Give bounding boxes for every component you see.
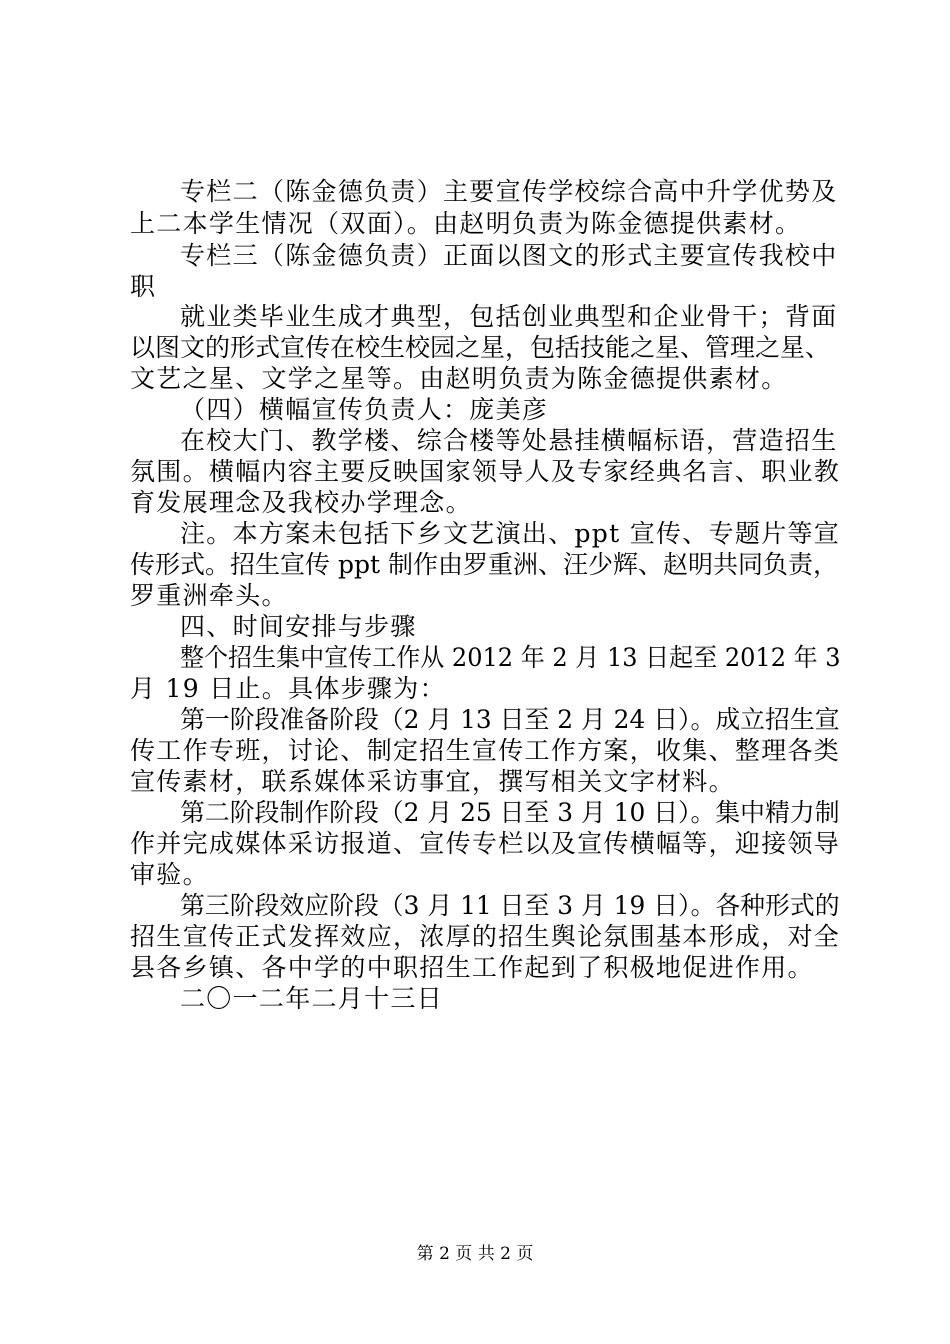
text-line: 职 [130, 272, 157, 301]
text-line: 罗重洲牵头。 [130, 581, 288, 610]
text-line: 在校大门、教学楼、综合楼等处悬挂横幅标语，营造招生 [180, 426, 838, 455]
text-line: 整个招生集中宣传工作从 2012 年 2 月 13 日起至 2012 年 3 [180, 643, 841, 672]
text-line: 注。本方案未包括下乡文艺演出、ppt 宣传、专题片等宣 [180, 519, 841, 548]
text-line: 传工作专班，讨论、制定招生宣传工作方案，收集、整理各类 [130, 736, 841, 765]
text-line: 以图文的形式宣传在校生校园之星，包括技能之星、管理之星、 [130, 333, 831, 362]
text-line: 月 19 日止。具体步骤为： [130, 674, 446, 703]
section-heading: （四）横幅宣传负责人：庞美彦 [180, 395, 549, 424]
text-line: 第一阶段准备阶段（2 月 13 日至 2 月 24 日）。成立招生宣 [180, 705, 840, 734]
text-line: 县各乡镇、各中学的中职招生工作起到了积极地促进作用。 [130, 953, 814, 982]
text-line: 就业类毕业生成才典型，包括创业典型和企业骨干；背面 [180, 302, 838, 331]
text-line: 宣传素材，联系媒体采访事宜，撰写相关文字材料。 [130, 767, 735, 796]
date-line: 二〇一二年二月十三日 [180, 984, 444, 1013]
text-line: 招生宣传正式发挥效应，浓厚的招生舆论氛围基本形成，对全 [130, 922, 841, 951]
text-line: 传形式。招生宣传 ppt 制作由罗重洲、汪少辉、赵明共同负责， [130, 550, 838, 579]
text-line: 第二阶段制作阶段（2 月 25 日至 3 月 10 日）。集中精力制 [180, 798, 840, 827]
text-line: 育发展理念及我校办学理念。 [130, 488, 472, 517]
text-line: 氛围。横幅内容主要反映国家领导人及专家经典名言、职业教 [130, 457, 841, 486]
text-line: 文艺之星、文学之星等。由赵明负责为陈金德提供素材。 [130, 364, 788, 393]
text-line: 专栏三（陈金德负责）正面以图文的形式主要宣传我校中 [180, 241, 838, 270]
text-line: 作并完成媒体采访报道、宣传专栏以及宣传横幅等，迎接领导 [130, 829, 841, 858]
text-line: 审验。 [130, 860, 209, 889]
text-line: 第三阶段效应阶段（3 月 11 日至 3 月 19 日）。各种形式的 [180, 891, 840, 920]
page-number-footer: 第 2 页 共 2 页 [416, 1244, 534, 1264]
text-line: 上二本学生情况（双面）。由赵明负责为陈金德提供素材。 [130, 209, 802, 238]
section-heading: 四、时间安排与步骤 [180, 612, 417, 641]
text-line: 专栏二（陈金德负责）主要宣传学校综合高中升学优势及 [180, 177, 838, 206]
